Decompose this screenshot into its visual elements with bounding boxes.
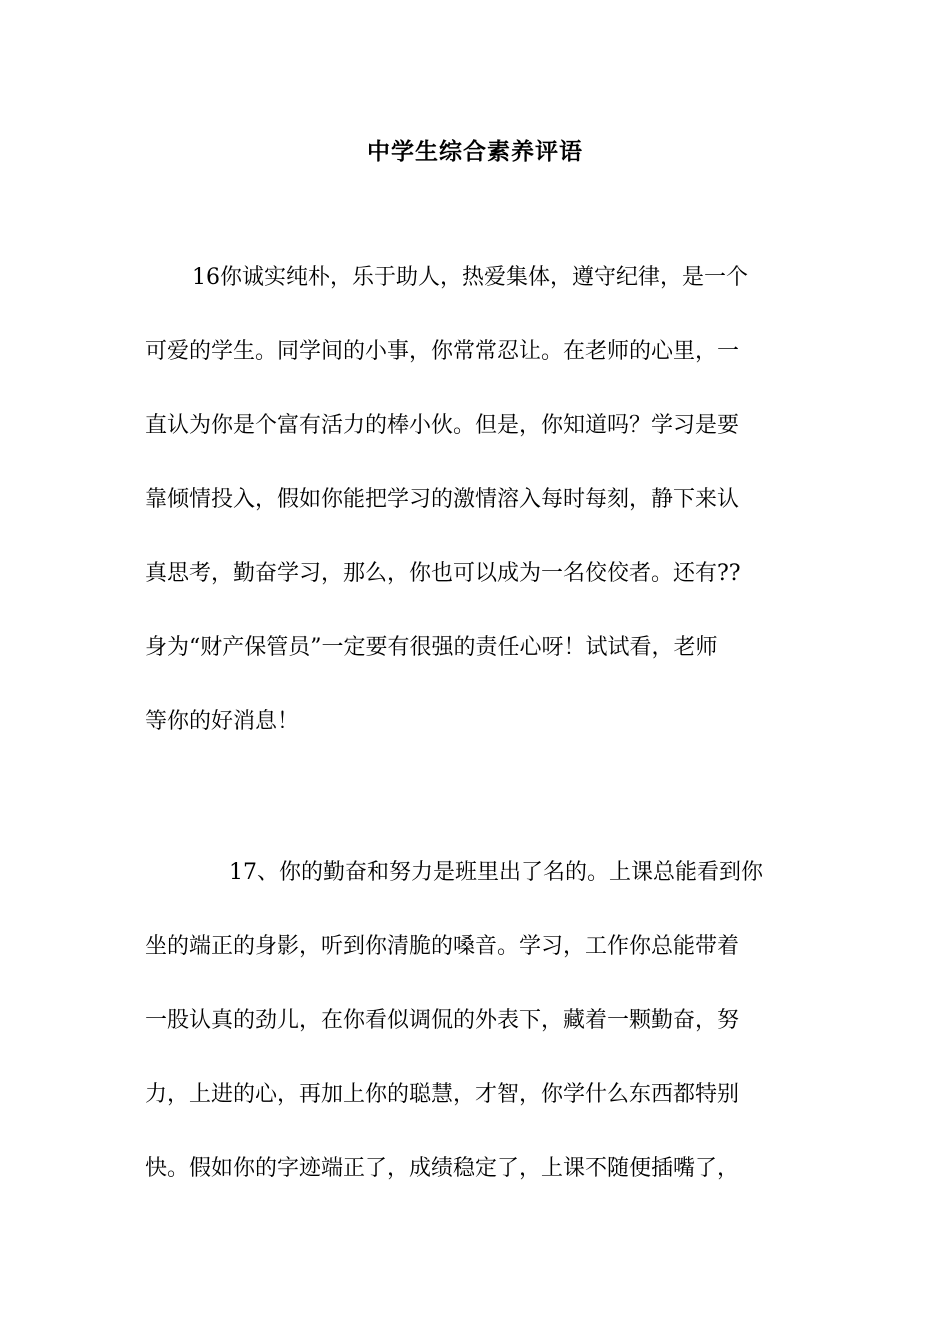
paragraph-line: 16你诚实纯朴，乐于助人，热爱集体，遵守纪律，是一个	[192, 265, 748, 290]
paragraph-line: 真思考，勤奋学习，那么，你也可以成为一名佼佼者。还有??	[145, 561, 741, 586]
paragraph-line: 一股认真的劲儿，在你看似调侃的外表下，藏着一颗勤奋，努	[145, 1008, 740, 1033]
paragraph-line: 坐的端正的身影，听到你清脆的嗓音。学习，工作你总能带着	[145, 934, 740, 959]
paragraph-line: 快。假如你的字迹端正了，成绩稳定了，上课不随便插嘴了，	[145, 1156, 740, 1181]
paragraph-line: 力，上进的心，再加上你的聪慧，才智，你学什么东西都特别	[145, 1082, 740, 1107]
paragraph-line: 靠倾情投入，假如你能把学习的激情溶入每时每刻，静下来认	[145, 487, 740, 512]
paragraph-line: 可爱的学生。同学间的小事，你常常忍让。在老师的心里，一	[145, 339, 740, 364]
document-title: 中学生综合素养评语	[367, 139, 583, 165]
paragraph-line: 身为“财产保管员”一定要有很强的责任心呀！试试看，老师	[145, 635, 718, 660]
paragraph-line: 直认为你是个富有活力的棒小伙。但是，你知道吗？学习是要	[145, 413, 740, 438]
paragraph-16	[145, 241, 807, 759]
paragraph-17	[145, 836, 807, 1206]
paragraph-line: 17、你的勤奋和努力是班里出了名的。上课总能看到你	[229, 860, 763, 885]
paragraph-line: 等你的好消息！	[145, 709, 300, 734]
